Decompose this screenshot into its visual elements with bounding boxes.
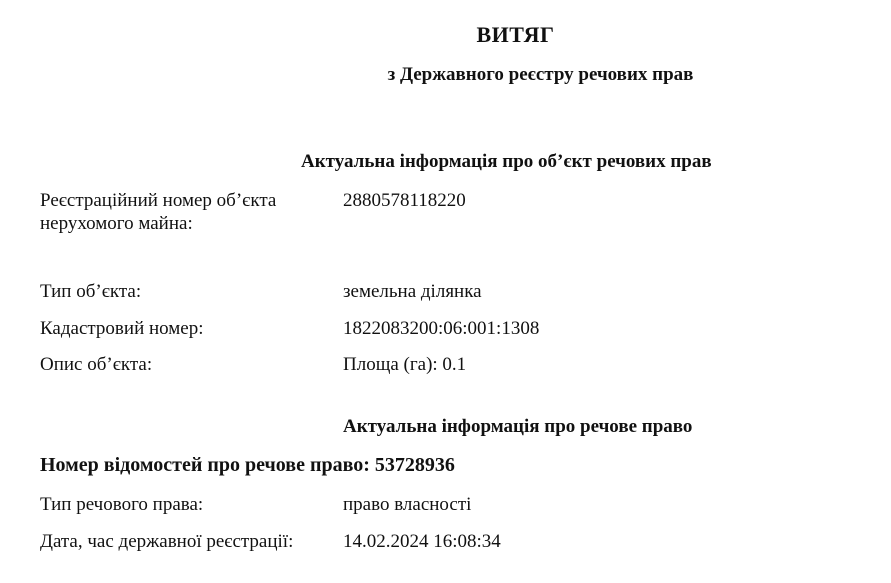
object-description-label: Опис об’єкта: (40, 354, 153, 375)
record-number-line: Номер відомостей про речове право: 53728936 (40, 454, 455, 476)
registration-number-value: 2880578118220 (343, 190, 466, 211)
right-type-label: Тип речового права: (40, 494, 204, 515)
document-subtitle: з Державного реєстру речових прав (387, 64, 694, 85)
right-type-value: право власності (343, 494, 472, 515)
document-title: ВИТЯГ (476, 22, 555, 47)
registration-datetime-label: Дата, час державної реєстрації: (40, 531, 294, 552)
object-description-value: Площа (га): 0.1 (343, 354, 467, 375)
cadastral-number-label: Кадастровий номер: (40, 318, 204, 339)
registration-number-label: Реєстраційний номер об’єкта нерухомого майна: (40, 190, 277, 234)
cadastral-number-value: 1822083200:06:001:1308 (343, 318, 540, 339)
object-type-label: Тип об’єкта: (40, 281, 142, 302)
right-section-heading: Актуальна інформація про речове право (343, 416, 693, 437)
registration-datetime-value: 14.02.2024 16:08:34 (343, 531, 501, 552)
object-section-heading: Актуальна інформація про об’єкт речових прав (301, 151, 712, 172)
object-type-value: земельна ділянка (343, 281, 482, 302)
